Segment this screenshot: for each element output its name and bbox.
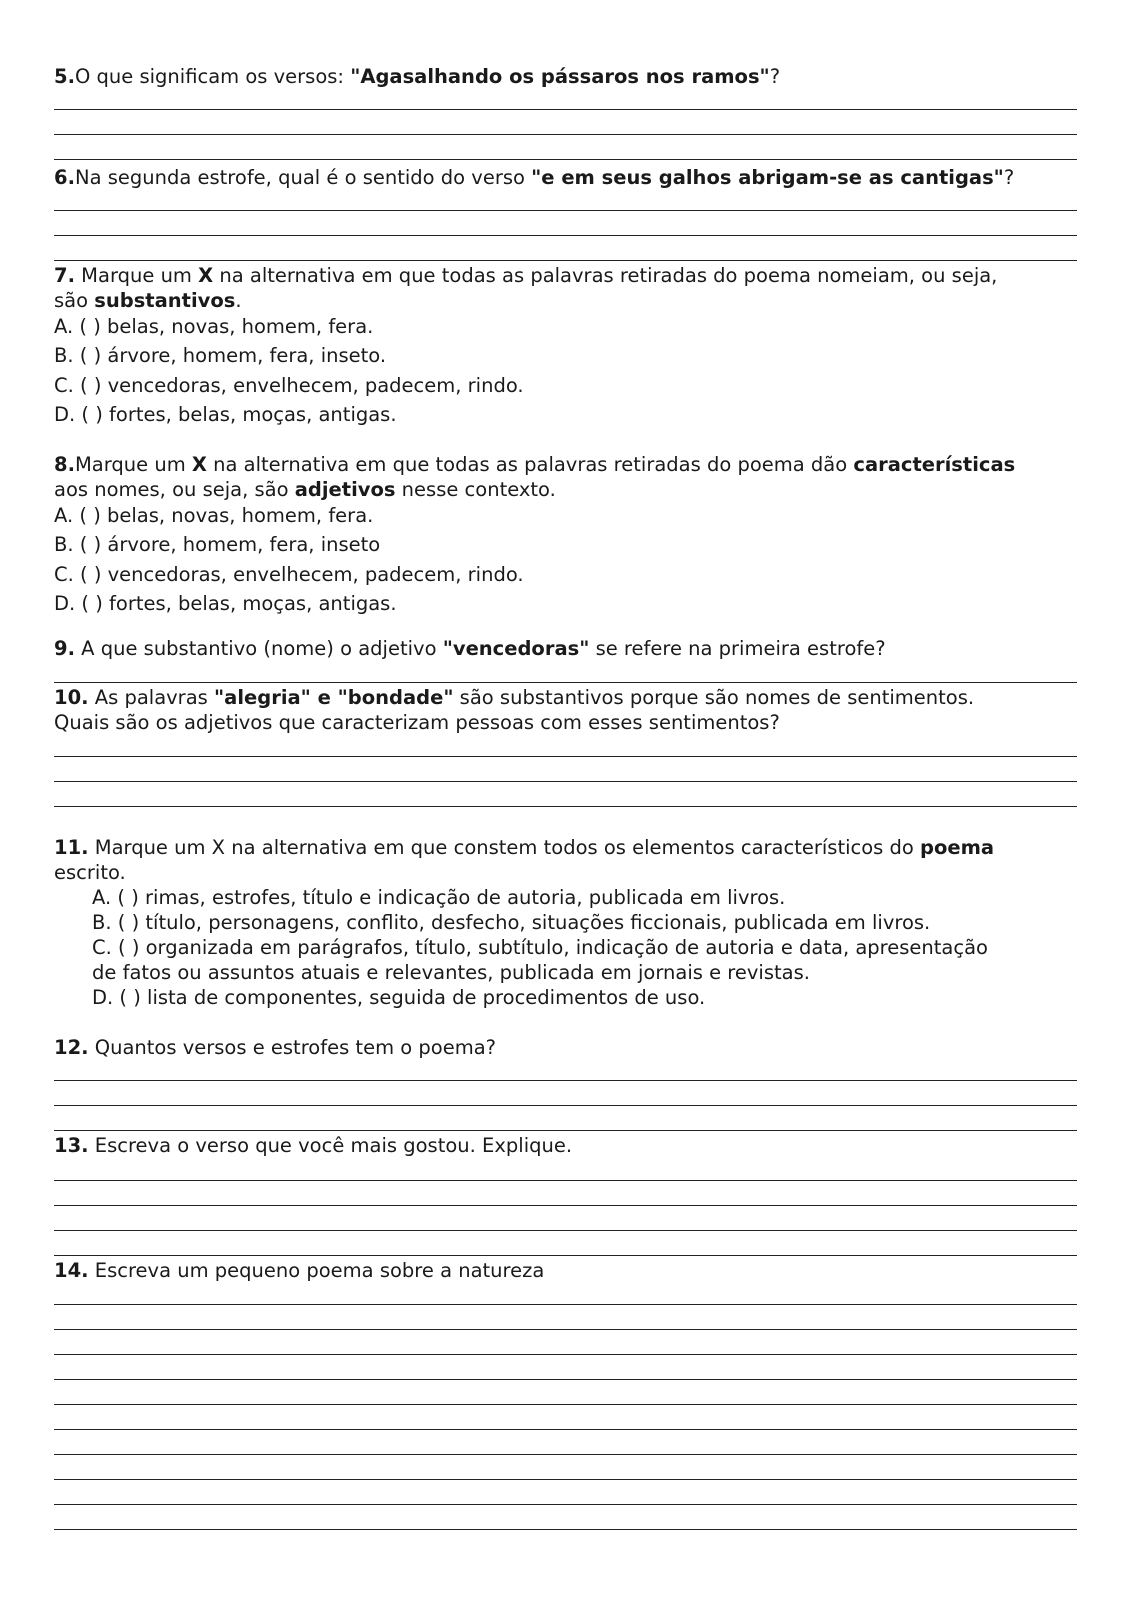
question-5: 5.O que significam os versos: "Agasalhando os pássaros nos ramos"?: [54, 65, 781, 88]
answer-line: [54, 1329, 1077, 1330]
question-10-line2: Quais são os adjetivos que caracterizam pessoas com esses sentimentos?: [54, 711, 780, 734]
question-12: 12. Quantos versos e estrofes tem o poema?: [54, 1036, 496, 1059]
question-14: 14. Escreva um pequeno poema sobre a natureza: [54, 1259, 545, 1282]
q8-option-d: D. ( ) fortes, belas, moças, antigas.: [54, 592, 397, 615]
answer-line: [54, 682, 1077, 683]
answer-line: [54, 781, 1077, 782]
answer-line: [54, 1180, 1077, 1181]
q11-option-a: A. ( ) rimas, estrofes, título e indicação de autoria, publicada em livros.: [92, 886, 786, 909]
q8-option-b: B. ( ) árvore, homem, fera, inseto: [54, 533, 381, 556]
q7-option-b: B. ( ) árvore, homem, fera, inseto.: [54, 344, 387, 367]
question-7-line2: são substantivos.: [54, 289, 242, 312]
answer-line: [54, 1404, 1077, 1405]
q11-option-c-cont: de fatos ou assuntos atuais e relevantes, publicada em jornais e revistas.: [92, 961, 810, 984]
answer-line: [54, 210, 1077, 211]
q7-option-c: C. ( ) vencedoras, envelhecem, padecem, rindo.: [54, 374, 524, 397]
answer-line: [54, 1230, 1077, 1231]
answer-line: [54, 1429, 1077, 1430]
q11-option-d: D. ( ) lista de componentes, seguida de procedimentos de uso.: [92, 986, 706, 1009]
question-8: 8.Marque um X na alternativa em que todas as palavras retiradas do poema dão características: [54, 453, 1016, 476]
q11-option-b: B. ( ) título, personagens, conflito, desfecho, situações ficcionais, publicada em livros.: [92, 911, 931, 934]
answer-line: [54, 1130, 1077, 1131]
answer-line: [54, 1529, 1077, 1530]
answer-line: [54, 1255, 1077, 1256]
answer-line: [54, 235, 1077, 236]
q7-option-d: D. ( ) fortes, belas, moças, antigas.: [54, 403, 397, 426]
answer-line: [54, 134, 1077, 135]
answer-line: [54, 1205, 1077, 1206]
question-7: 7. Marque um X na alternativa em que todas as palavras retiradas do poema nomeiam, ou seja,: [54, 264, 998, 287]
question-9: 9. A que substantivo (nome) o adjetivo "vencedoras" se refere na primeira estrofe?: [54, 637, 886, 660]
q8-option-a: A. ( ) belas, novas, homem, fera.: [54, 504, 374, 527]
answer-line: [54, 756, 1077, 757]
answer-line: [54, 1080, 1077, 1081]
answer-line: [54, 1105, 1077, 1106]
answer-line: [54, 109, 1077, 110]
question-8-line2: aos nomes, ou seja, são adjetivos nesse contexto.: [54, 478, 556, 501]
answer-line: [54, 1354, 1077, 1355]
answer-line: [54, 1479, 1077, 1480]
answer-line: [54, 1454, 1077, 1455]
q11-option-c: C. ( ) organizada em parágrafos, título, subtítulo, indicação de autoria e data, apresentação: [92, 936, 988, 959]
answer-line: [54, 260, 1077, 261]
answer-line: [54, 806, 1077, 807]
question-13: 13. Escreva o verso que você mais gostou. Explique.: [54, 1134, 573, 1157]
question-11-line2: escrito.: [54, 861, 126, 884]
question-11: 11. Marque um X na alternativa em que constem todos os elementos característicos do poema: [54, 836, 995, 859]
answer-line: [54, 1304, 1077, 1305]
answer-line: [54, 159, 1077, 160]
answer-line: [54, 1379, 1077, 1380]
q7-option-a: A. ( ) belas, novas, homem, fera.: [54, 315, 374, 338]
question-6: 6.Na segunda estrofe, qual é o sentido do verso "e em seus galhos abrigam-se as cantigas"?: [54, 166, 1015, 189]
question-10: 10. As palavras "alegria" e "bondade" são substantivos porque são nomes de sentimentos.: [54, 686, 975, 709]
answer-line: [54, 1504, 1077, 1505]
q8-option-c: C. ( ) vencedoras, envelhecem, padecem, rindo.: [54, 563, 524, 586]
